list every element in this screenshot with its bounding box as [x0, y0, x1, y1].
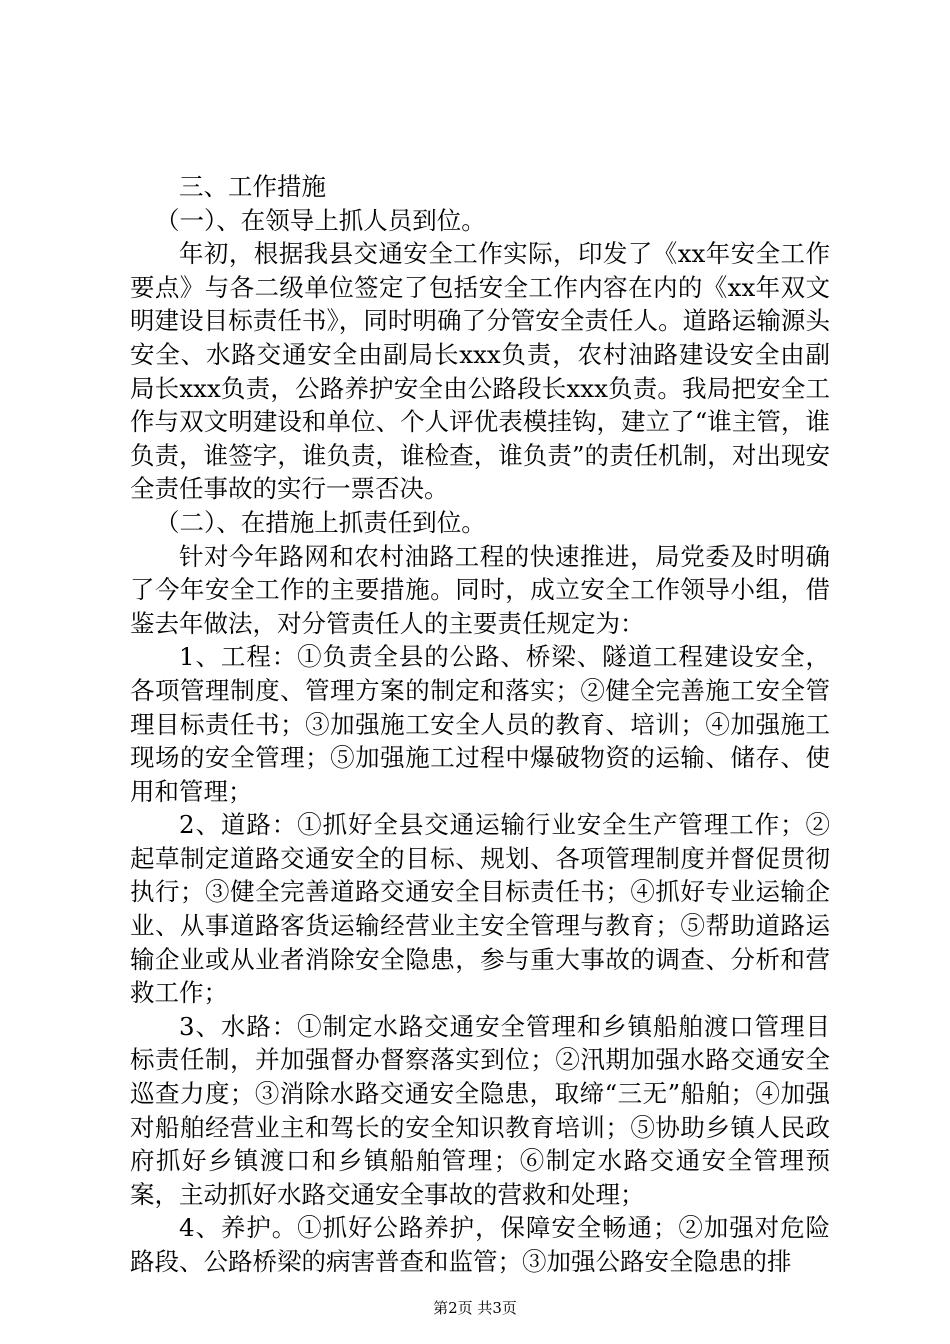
list-item-road: 2、道路：①抓好全县交通运输行业安全生产管理工作；②起草制定道路交通安全的目标、规划、各项管理制度并督促贯彻执行；③健全完善道路交通安全目标责任书；④抓好专业运输企业、从事道路客货运输经营业主安全管理与教育；⑤帮助道路运输企业或从业者消除安全隐患，参与重大事故的调查、分析和营救工作；: [130, 810, 830, 1008]
document-body: [130, 170, 830, 1279]
subsection-heading-1: （一）、在领导上抓人员到位。: [155, 205, 486, 235]
list-item-engineering: 1、工程：①负责全县的公路、桥梁、隧道工程建设安全，各项管理制度、管理方案的制定和落实；②健全完善施工安全管理目标责任书；③加强施工安全人员的教育、培训；④加强施工现场的安全管理；⑤加强施工过程中爆破物资的运输、储存、使用和管理；: [130, 642, 830, 806]
list-item-maintenance: 4、养护。①抓好公路养护，保障安全畅通；②加强对危险路段、公路桥梁的病害普查和监管；③加强公路安全隐患的排: [130, 1213, 830, 1276]
subsection-heading-2: （二）、在措施上抓责任到位。: [155, 507, 486, 537]
paragraph-1: 年初，根据我县交通安全工作实际，印发了《xx年安全工作要点》与各二级单位签定了包括安全工作内容在内的《xx年双文明建设目标责任书》，同时明确了分管安全责任人。道路运输源头安全、水路交通安全由副局长xxx负责，农村油路建设安全由副局长xxx负责，公路养护安全由公路段长xxx负责。我局把安全工作与双文明建设和单位、个人评优表模挂钩，建立了“谁主管，谁负责，谁签字，谁负责，谁检查，谁负责”的责任机制，对出现安全责任事故的实行一票否决。: [130, 239, 830, 504]
list-item-waterway: 3、水路：①制定水路交通安全管理和乡镇船舶渡口管理目标责任制，并加强督办督察落实到位；②汛期加强水路交通安全巡查力度；③消除水路交通安全隐患，取缔“三无”船舶；④加强对船舶经营业主和驾长的安全知识教育培训；⑤协助乡镇人民政府抓好乡镇渡口和乡镇船舶管理；⑥制定水路交通安全管理预案，主动抓好水路交通安全事故的营救和处理；: [130, 1011, 830, 1209]
page-footer: 第2页 共3页: [433, 1299, 517, 1317]
paragraph-2: 针对今年路网和农村油路工程的快速推进，局党委及时明确了今年安全工作的主要措施。同时，成立安全工作领导小组，借鉴去年做法，对分管责任人的主要责任规定为：: [130, 541, 830, 638]
section-heading: 三、工作措施: [179, 172, 326, 201]
